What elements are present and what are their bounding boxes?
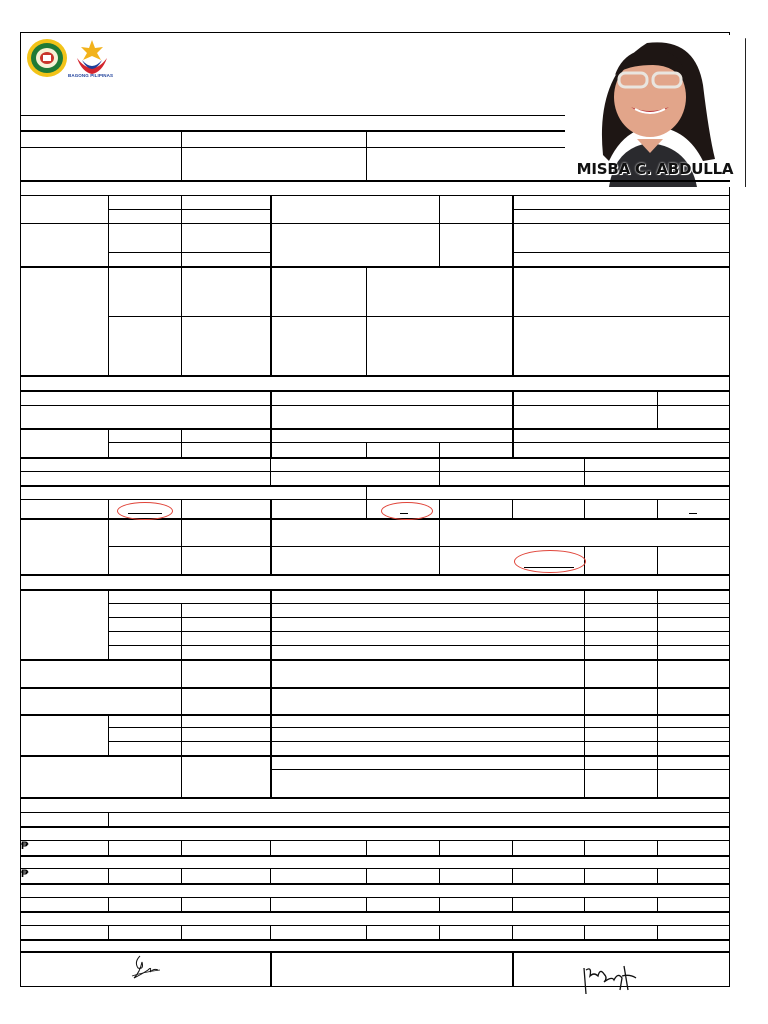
rule: [108, 868, 109, 883]
rule: [366, 130, 367, 180]
rule: [108, 499, 109, 574]
rule: [366, 266, 367, 375]
rule: [20, 390, 730, 392]
rule: [20, 485, 730, 487]
rule: [270, 428, 272, 457]
rule: [270, 457, 271, 485]
rule: [657, 390, 658, 428]
rule: [181, 195, 182, 375]
rule: [657, 499, 658, 518]
rule: [439, 925, 440, 939]
rule: [512, 252, 730, 253]
rule: [108, 812, 109, 826]
rule: [181, 868, 182, 883]
signature-1-icon: [126, 952, 166, 984]
rule: [439, 499, 440, 574]
rule: [439, 442, 440, 457]
peso-symbol: ₱: [21, 868, 29, 880]
rule: [20, 457, 730, 459]
rule: [20, 755, 730, 757]
selection-mark: [524, 567, 574, 568]
rule: [657, 897, 658, 911]
rule: [20, 897, 730, 898]
rule: [366, 840, 367, 855]
rule: [20, 147, 565, 148]
rule: [512, 390, 514, 428]
rule: [20, 883, 730, 885]
rule: [20, 375, 730, 377]
rule: [20, 266, 730, 268]
rule: [20, 797, 730, 799]
rule: [270, 390, 272, 428]
selection-mark: [689, 513, 697, 514]
selection-circle-2[interactable]: [381, 502, 433, 520]
rule: [108, 589, 109, 659]
rule: [439, 897, 440, 911]
rule: [20, 223, 730, 224]
rule: [108, 252, 270, 253]
rule: [108, 897, 109, 911]
selection-circle-3[interactable]: [514, 550, 586, 573]
bagong-pilipinas-text: BAGONG PILIPINAS: [68, 73, 114, 78]
rule: [270, 589, 272, 797]
rule: [270, 897, 271, 911]
rule: [108, 741, 730, 742]
rule: [108, 645, 730, 646]
rule: [20, 812, 730, 813]
rule: [584, 925, 585, 939]
rule: [20, 428, 730, 430]
rule: [20, 911, 730, 913]
rule: [20, 499, 730, 500]
rule: [657, 546, 658, 574]
rule: [657, 925, 658, 939]
rule: [20, 939, 730, 941]
rule: [108, 727, 730, 728]
rule: [181, 603, 182, 659]
rule: [181, 428, 182, 457]
rule: [512, 428, 514, 457]
rule: [20, 471, 730, 472]
rule: [512, 195, 514, 375]
rule: [270, 195, 272, 375]
rule: [584, 499, 585, 518]
rule: [584, 589, 585, 797]
rule: [20, 589, 730, 591]
rule: [181, 897, 182, 911]
rule: [366, 897, 367, 911]
rule: [181, 925, 182, 939]
rule: [584, 868, 585, 883]
rule: [20, 714, 730, 716]
rule: [20, 195, 730, 196]
rule: [181, 499, 182, 574]
rule: [439, 457, 440, 485]
rule: [108, 925, 109, 939]
rule: [366, 442, 367, 457]
rule: [512, 951, 514, 987]
rule: [20, 130, 565, 132]
rule: [20, 180, 730, 182]
rule: [657, 589, 658, 797]
rule: [20, 115, 565, 116]
rule: [20, 855, 730, 857]
rule: [20, 868, 730, 869]
rule: [512, 925, 513, 939]
rule: [270, 840, 271, 855]
rule: [512, 868, 513, 883]
rule: [108, 442, 730, 443]
rule: [108, 603, 730, 604]
rule: [108, 428, 109, 457]
rule: [270, 499, 272, 574]
rule: [20, 659, 730, 661]
rule: [20, 574, 730, 576]
rule: [108, 617, 730, 618]
rule: [20, 826, 730, 828]
photo-name-caption: MISBA C. ABDULLA: [576, 160, 734, 178]
rule: [366, 868, 367, 883]
rule: [20, 925, 730, 926]
peso-symbol: ₱: [21, 840, 29, 852]
rule: [270, 868, 271, 883]
rule: [584, 457, 585, 485]
rule: [270, 769, 730, 770]
rule: [439, 195, 440, 266]
rule: [584, 897, 585, 911]
selection-circle-1[interactable]: [117, 502, 173, 520]
rule: [181, 130, 182, 180]
rule: [20, 405, 730, 406]
signature-2-icon: [578, 958, 640, 996]
rule: [512, 897, 513, 911]
agency-seal-icon: [26, 38, 68, 78]
rule: [512, 499, 513, 518]
rule: [108, 209, 270, 210]
rule: [657, 868, 658, 883]
rule: [439, 840, 440, 855]
rule: [20, 687, 730, 689]
selection-mark: [400, 513, 408, 514]
rule: [512, 209, 730, 210]
rule: [366, 925, 367, 939]
rule: [181, 659, 182, 715]
rule: [108, 714, 109, 755]
selection-mark: [128, 513, 162, 514]
rule: [108, 316, 730, 317]
rule: [108, 546, 730, 547]
rule: [366, 485, 367, 518]
rule: [584, 840, 585, 855]
rule: [20, 518, 730, 520]
rule: [108, 195, 109, 375]
rule: [657, 840, 658, 855]
rule: [439, 868, 440, 883]
rule: [512, 840, 513, 855]
rule: [270, 951, 272, 987]
rule: [270, 925, 271, 939]
rule: [108, 631, 730, 632]
rule: [181, 714, 182, 797]
rule: [181, 840, 182, 855]
rule: [20, 840, 730, 841]
rule: [108, 840, 109, 855]
